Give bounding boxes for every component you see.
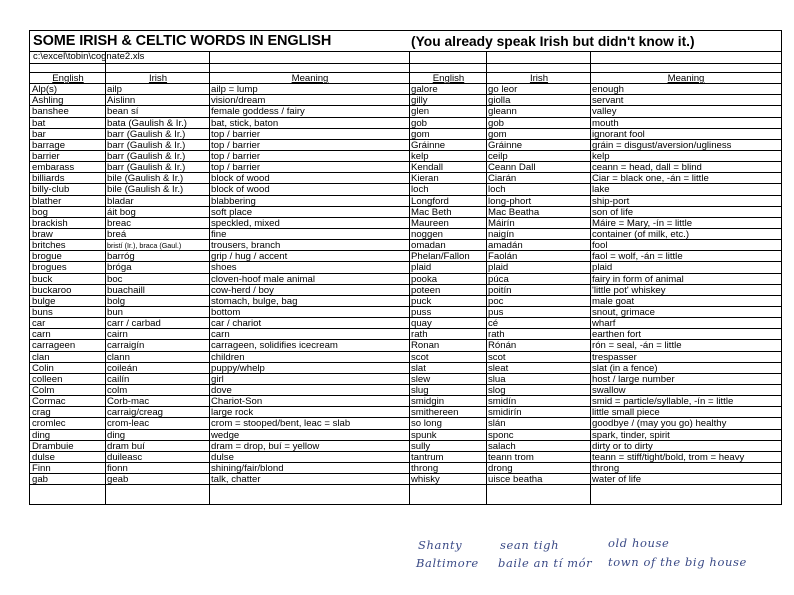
meaning: lake bbox=[592, 184, 610, 196]
file-path-row bbox=[30, 51, 781, 64]
table-row bbox=[30, 129, 781, 140]
irish-word: bladar bbox=[107, 195, 134, 207]
english-word: glen bbox=[411, 106, 430, 118]
meaning: fool bbox=[592, 240, 608, 252]
english-word: car bbox=[32, 318, 46, 330]
meaning: stomach, bulge, bag bbox=[211, 295, 298, 307]
meaning: children bbox=[211, 351, 245, 363]
table-row bbox=[30, 218, 781, 229]
english-word: kelp bbox=[411, 150, 429, 162]
meaning: dulse bbox=[211, 451, 234, 463]
irish-word: Gráinne bbox=[488, 139, 523, 151]
english-word: bulge bbox=[32, 295, 56, 307]
irish-word: ding bbox=[107, 429, 126, 441]
meaning: talk, chatter bbox=[211, 474, 261, 486]
table-row bbox=[30, 396, 781, 407]
meaning: ship-port bbox=[592, 195, 630, 207]
meaning: cloven-hoof male animal bbox=[211, 273, 315, 285]
table-row bbox=[30, 352, 781, 363]
english-word: scot bbox=[411, 351, 429, 363]
meaning: top / barrier bbox=[211, 139, 261, 151]
irish-word: Ciarán bbox=[488, 173, 517, 185]
table-row bbox=[30, 430, 781, 441]
english-word: sully bbox=[411, 440, 431, 452]
blank-row bbox=[30, 64, 781, 73]
english-word: bog bbox=[32, 206, 49, 218]
table-row bbox=[30, 474, 781, 485]
irish-word: carraig/creag bbox=[107, 407, 163, 419]
irish-word: go leor bbox=[488, 84, 518, 96]
table-row bbox=[30, 95, 781, 106]
handwritten-meaning: old house bbox=[608, 536, 670, 550]
english-word: puck bbox=[411, 295, 432, 307]
irish-word: clann bbox=[107, 351, 130, 363]
irish-word: colm bbox=[107, 384, 128, 396]
irish-word: Mac Beatha bbox=[488, 206, 540, 218]
meaning: carrageen, solidifies icecream bbox=[211, 340, 338, 352]
irish-word: Aislinn bbox=[107, 95, 136, 107]
english-word: galore bbox=[411, 84, 438, 96]
table-row bbox=[30, 118, 781, 129]
irish-word: smidín bbox=[488, 396, 517, 408]
irish-word: bolg bbox=[107, 295, 126, 307]
meaning: car / chariot bbox=[211, 318, 262, 330]
irish-word: gob bbox=[488, 117, 505, 129]
meaning: top / barrier bbox=[211, 150, 261, 162]
meaning: carn bbox=[211, 329, 230, 341]
english-word: gob bbox=[411, 117, 428, 129]
irish-word: bróga bbox=[107, 262, 132, 274]
irish-word: smidirín bbox=[488, 407, 522, 419]
irish-word: boc bbox=[107, 273, 123, 285]
meaning: wharf bbox=[592, 318, 616, 330]
meaning: dove bbox=[211, 384, 232, 396]
english-word: Alp(s) bbox=[32, 84, 58, 96]
english-word: whisky bbox=[411, 474, 440, 486]
meaning: son of life bbox=[592, 206, 634, 218]
english-word: brackish bbox=[32, 217, 68, 229]
irish-word: ailp bbox=[107, 84, 122, 96]
header-irish: Irish bbox=[529, 73, 549, 84]
table-row bbox=[30, 207, 781, 218]
meaning: teann = stiff/tight/bold, trom = heavy bbox=[592, 451, 745, 463]
meaning: trousers, branch bbox=[211, 240, 281, 252]
table-row bbox=[30, 340, 781, 351]
english-word: loch bbox=[411, 184, 429, 196]
irish-word: carr / carbad bbox=[107, 318, 161, 330]
irish-word: plaid bbox=[488, 262, 509, 274]
meaning: blabbering bbox=[211, 195, 256, 207]
meaning: shining/fair/blond bbox=[211, 462, 284, 474]
irish-word: bristí (Ir.), braca (Gaul.) bbox=[107, 241, 182, 251]
meaning: puppy/whelp bbox=[211, 362, 265, 374]
irish-word: cé bbox=[488, 318, 499, 330]
meaning: ceann = head, dall = blind bbox=[592, 162, 702, 174]
meaning: cow-herd / boy bbox=[211, 284, 274, 296]
english-word: clan bbox=[32, 351, 50, 363]
english-word: barrier bbox=[32, 150, 60, 162]
header-irish: Irish bbox=[148, 73, 168, 84]
english-word: poteen bbox=[411, 284, 441, 296]
english-word: braw bbox=[32, 228, 53, 240]
english-word: quay bbox=[411, 318, 432, 330]
meaning: earthen fort bbox=[592, 329, 642, 341]
meaning: block of wood bbox=[211, 173, 270, 185]
english-word: gom bbox=[411, 128, 430, 140]
english-word: pooka bbox=[411, 273, 438, 285]
table-row bbox=[30, 84, 781, 95]
irish-word: barr (Gaulish & Ir.) bbox=[107, 162, 186, 174]
english-word: carn bbox=[32, 329, 51, 341]
meaning: dirty or to dirty bbox=[592, 440, 653, 452]
english-word: banshee bbox=[32, 106, 69, 118]
english-word: Finn bbox=[32, 462, 51, 474]
table-row bbox=[30, 329, 781, 340]
irish-word: áit bog bbox=[107, 206, 136, 218]
meaning: block of wood bbox=[211, 184, 270, 196]
irish-word: cairn bbox=[107, 329, 128, 341]
meaning: trespasser bbox=[592, 351, 637, 363]
table-row bbox=[30, 307, 781, 318]
meaning: female goddess / fairy bbox=[211, 106, 305, 118]
header-english: English bbox=[52, 73, 84, 84]
irish-word: gleann bbox=[488, 106, 517, 118]
english-word: noggen bbox=[411, 228, 444, 240]
meaning: girl bbox=[211, 373, 224, 385]
english-word: rath bbox=[411, 329, 428, 341]
english-word: throng bbox=[411, 462, 439, 474]
handwritten-irish: baile an tí mór bbox=[498, 556, 593, 570]
english-word: spunk bbox=[411, 429, 437, 441]
meaning: smid = particle/syllable, -ín = little bbox=[592, 396, 734, 408]
spreadsheet-printout bbox=[29, 30, 782, 505]
english-word: Ashling bbox=[32, 95, 64, 107]
table-row bbox=[30, 407, 781, 418]
irish-word: giolla bbox=[488, 95, 511, 107]
table-row bbox=[30, 240, 781, 251]
english-word: Longford bbox=[411, 195, 449, 207]
word-table bbox=[30, 73, 781, 485]
table-row bbox=[30, 463, 781, 474]
table-row bbox=[30, 162, 781, 173]
table-row bbox=[30, 173, 781, 184]
english-word: ding bbox=[32, 429, 51, 441]
irish-word: barróg bbox=[107, 251, 135, 263]
english-word: slew bbox=[411, 373, 431, 385]
table-row bbox=[30, 318, 781, 329]
english-word: Mac Beth bbox=[411, 206, 452, 218]
meaning: soft place bbox=[211, 206, 253, 218]
irish-word: teann trom bbox=[488, 451, 534, 463]
english-word: Kieran bbox=[411, 173, 439, 185]
irish-word: scot bbox=[488, 351, 506, 363]
english-word: Gráinne bbox=[411, 139, 446, 151]
meaning: bat, stick, baton bbox=[211, 117, 279, 129]
irish-word: bean sí bbox=[107, 106, 139, 118]
irish-word: Corb-mac bbox=[107, 396, 150, 408]
english-word: brogues bbox=[32, 262, 67, 274]
table-row bbox=[30, 229, 781, 240]
table-row bbox=[30, 418, 781, 429]
english-word: Colin bbox=[32, 362, 54, 374]
meaning: little small piece bbox=[592, 407, 660, 419]
sheet-subtitle: (You already speak Irish but didn't know it.) bbox=[411, 34, 695, 49]
irish-word: pus bbox=[488, 306, 504, 318]
meaning: speckled, mixed bbox=[211, 217, 280, 229]
english-word: britches bbox=[32, 240, 66, 252]
meaning: plaid bbox=[592, 262, 613, 274]
irish-word: coileán bbox=[107, 362, 138, 374]
english-word: buns bbox=[32, 306, 53, 318]
english-word: crag bbox=[32, 407, 51, 419]
english-word: bat bbox=[32, 117, 46, 129]
irish-word: amadán bbox=[488, 240, 523, 252]
meaning: gráin = disgust/aversion/ugliness bbox=[592, 139, 732, 151]
english-word: Kendall bbox=[411, 162, 444, 174]
english-word: brogue bbox=[32, 251, 62, 263]
meaning: slat (in a fence) bbox=[592, 362, 658, 374]
meaning: fine bbox=[211, 228, 227, 240]
handwritten-word: Baltimore bbox=[416, 556, 479, 570]
irish-word: geab bbox=[107, 474, 129, 486]
irish-word: loch bbox=[488, 184, 506, 196]
header-english: English bbox=[432, 73, 465, 84]
meaning: rón = seal, -án = little bbox=[592, 340, 682, 352]
english-word: gab bbox=[32, 474, 49, 486]
irish-word: Máirín bbox=[488, 217, 515, 229]
english-word: Cormac bbox=[32, 396, 66, 408]
english-word: smithereen bbox=[411, 407, 459, 419]
english-word: omadan bbox=[411, 240, 446, 252]
irish-word: barr (Gaulish & Ir.) bbox=[107, 139, 186, 151]
irish-word: cailín bbox=[107, 373, 130, 385]
table-row bbox=[30, 452, 781, 463]
irish-word: buachaill bbox=[107, 284, 145, 296]
meaning: top / barrier bbox=[211, 162, 261, 174]
english-word: Ronan bbox=[411, 340, 440, 352]
irish-word: slua bbox=[488, 373, 506, 385]
irish-word: bile (Gaulish & Ir.) bbox=[107, 184, 184, 196]
english-word: colleen bbox=[32, 373, 63, 385]
irish-word: sponc bbox=[488, 429, 514, 441]
english-word: smidgin bbox=[411, 396, 445, 408]
irish-word: long-phort bbox=[488, 195, 532, 207]
english-word: so long bbox=[411, 418, 442, 430]
irish-word: dram buí bbox=[107, 440, 145, 452]
english-word: slat bbox=[411, 362, 426, 374]
english-word: slug bbox=[411, 384, 429, 396]
english-word: bar bbox=[32, 128, 46, 140]
meaning: male goat bbox=[592, 295, 635, 307]
english-word: billiards bbox=[32, 173, 65, 185]
irish-word: drong bbox=[488, 462, 513, 474]
table-row bbox=[30, 262, 781, 273]
irish-word: ceilp bbox=[488, 150, 508, 162]
english-word: barrage bbox=[32, 139, 66, 151]
meaning: vision/dream bbox=[211, 95, 266, 107]
irish-word: slán bbox=[488, 418, 506, 430]
meaning: large rock bbox=[211, 407, 254, 419]
meaning: Chariot-Son bbox=[211, 396, 263, 408]
english-word: blather bbox=[32, 195, 62, 207]
table-row bbox=[30, 374, 781, 385]
meaning: faol = wolf, -án = little bbox=[592, 251, 683, 263]
table-row bbox=[30, 441, 781, 452]
meaning: grip / hug / accent bbox=[211, 251, 288, 263]
handwritten-irish: sean tigh bbox=[500, 538, 560, 552]
english-word: embarass bbox=[32, 162, 75, 174]
meaning: kelp bbox=[592, 150, 610, 162]
meaning: wedge bbox=[211, 429, 240, 441]
table-row bbox=[30, 196, 781, 207]
english-word: cromlec bbox=[32, 418, 66, 430]
english-word: carrageen bbox=[32, 340, 76, 352]
table-row bbox=[30, 251, 781, 262]
handwritten-meaning: town of the big house bbox=[608, 555, 747, 569]
meaning: 'little pot' whiskey bbox=[592, 284, 666, 296]
meaning: servant bbox=[592, 95, 624, 107]
table-row bbox=[30, 184, 781, 195]
handwritten-word: Shanty bbox=[418, 538, 463, 552]
english-word: buck bbox=[32, 273, 53, 285]
table-row bbox=[30, 274, 781, 285]
irish-word: poitín bbox=[488, 284, 512, 296]
irish-word: carraigín bbox=[107, 340, 145, 352]
table-row bbox=[30, 140, 781, 151]
english-word: puss bbox=[411, 306, 432, 318]
irish-word: Rónán bbox=[488, 340, 517, 352]
irish-word: fionn bbox=[107, 462, 128, 474]
meaning: snout, grimace bbox=[592, 306, 655, 318]
irish-word: barr (Gaulish & Ir.) bbox=[107, 128, 186, 140]
table-row bbox=[30, 285, 781, 296]
irish-word: duileasc bbox=[107, 451, 143, 463]
meaning: dram = drop, buí = yellow bbox=[211, 440, 320, 452]
meaning: mouth bbox=[592, 117, 619, 129]
irish-word: Ceann Dall bbox=[488, 162, 536, 174]
english-word: buckaroo bbox=[32, 284, 72, 296]
irish-word: naigín bbox=[488, 228, 515, 240]
irish-word: rath bbox=[488, 329, 505, 341]
irish-word: breá bbox=[107, 228, 127, 240]
meaning: Máire = Mary, -ín = little bbox=[592, 217, 693, 229]
meaning: shoes bbox=[211, 262, 237, 274]
irish-word: barr (Gaulish & Ir.) bbox=[107, 150, 186, 162]
meaning: top / barrier bbox=[211, 128, 261, 140]
meaning: bottom bbox=[211, 306, 241, 318]
irish-word: breac bbox=[107, 217, 131, 229]
irish-word: púca bbox=[488, 273, 509, 285]
table-row bbox=[30, 363, 781, 374]
irish-word: gom bbox=[488, 128, 507, 140]
irish-word: sleat bbox=[488, 362, 509, 374]
irish-word: salach bbox=[488, 440, 516, 452]
meaning: Ciar = black one, -án = little bbox=[592, 173, 709, 185]
table-header-row bbox=[30, 73, 781, 84]
english-word: Drambuie bbox=[32, 440, 74, 452]
meaning: goodbye / (may you go) healthy bbox=[592, 418, 727, 430]
meaning: spark, tinder, spirit bbox=[592, 429, 670, 441]
header-meaning: Meaning bbox=[667, 73, 705, 84]
meaning: swallow bbox=[592, 384, 626, 396]
english-word: tantrum bbox=[411, 451, 444, 463]
table-row bbox=[30, 106, 781, 117]
irish-word: crom-leac bbox=[107, 418, 150, 430]
meaning: valley bbox=[592, 106, 617, 118]
irish-word: bata (Gaulish & Ir.) bbox=[107, 117, 187, 129]
english-word: Colm bbox=[32, 384, 55, 396]
irish-word: uisce beatha bbox=[488, 474, 543, 486]
title-row bbox=[30, 31, 781, 52]
meaning: enough bbox=[592, 84, 625, 96]
english-word: billy-club bbox=[32, 184, 70, 196]
english-word: dulse bbox=[32, 451, 55, 463]
meaning: ailp = lump bbox=[211, 84, 258, 96]
table-row bbox=[30, 151, 781, 162]
english-word: Maureen bbox=[411, 217, 449, 229]
meaning: crom = stooped/bent, leac = slab bbox=[211, 418, 351, 430]
table-row bbox=[30, 385, 781, 396]
meaning: throng bbox=[592, 462, 620, 474]
meaning: fairy in form of animal bbox=[592, 273, 684, 285]
table-row bbox=[30, 296, 781, 307]
meaning: water of life bbox=[592, 474, 642, 486]
header-meaning: Meaning bbox=[291, 73, 329, 84]
irish-word: slog bbox=[488, 384, 506, 396]
english-word: gilly bbox=[411, 95, 428, 107]
english-word: Phelan/Fallon bbox=[411, 251, 470, 263]
meaning: container (of milk, etc.) bbox=[592, 228, 690, 240]
english-word: plaid bbox=[411, 262, 432, 274]
meaning: ignorant fool bbox=[592, 128, 645, 140]
irish-word: bun bbox=[107, 306, 124, 318]
irish-word: poc bbox=[488, 295, 504, 307]
sheet-title: SOME IRISH & CELTIC WORDS IN ENGLISH bbox=[33, 33, 332, 49]
irish-word: bile (Gaulish & Ir.) bbox=[107, 173, 184, 185]
meaning: host / large number bbox=[592, 373, 675, 385]
irish-word: Faolán bbox=[488, 251, 518, 263]
file-path: c:\excel\tobin\cognate2.xls bbox=[33, 51, 145, 62]
